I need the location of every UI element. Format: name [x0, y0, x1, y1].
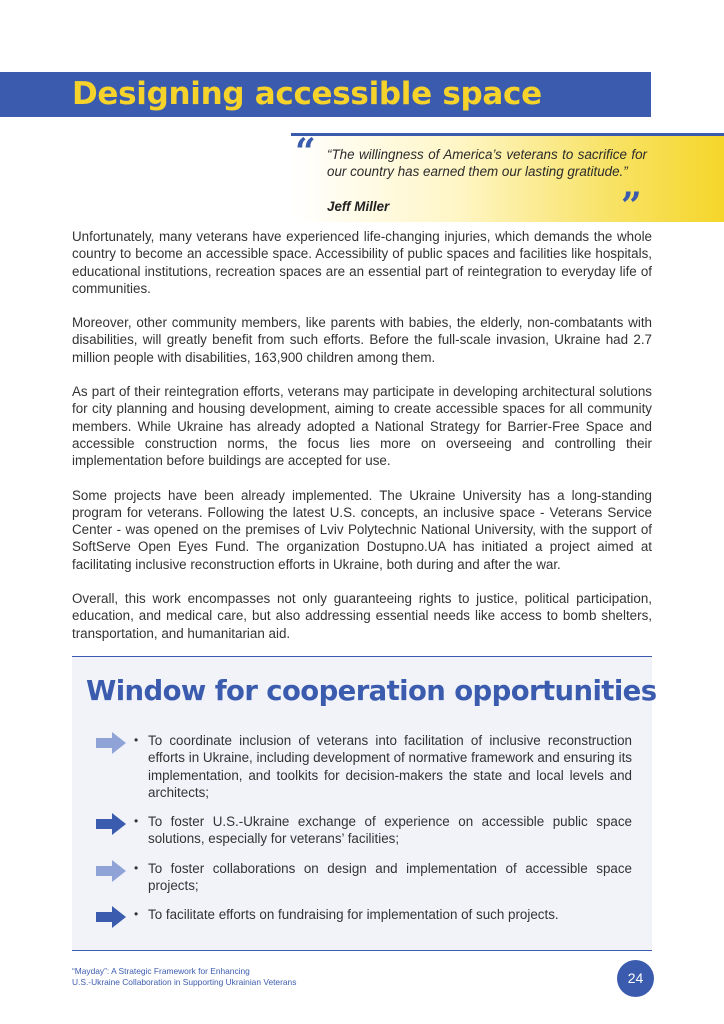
footer-caption — [72, 966, 296, 988]
open-quote-icon: “ — [295, 131, 316, 173]
cooperation-list — [96, 732, 632, 936]
page-number: 24 — [617, 960, 654, 997]
list-item-text: To coordinate inclusion of veterans into facilitation of inclusive reconstruction efforts in Ukraine, including development of normative framework and ensuring its implementation, and toolkits for decision-makers the state and local levels and architects; — [148, 733, 632, 800]
list-item — [96, 813, 632, 848]
body-text — [72, 228, 652, 659]
arrow-right-icon — [96, 906, 126, 928]
close-quote-icon: ” — [621, 185, 642, 227]
title-banner — [0, 72, 651, 117]
paragraph: Overall, this work encompasses not only guaranteeing rights to justice, political participation, education, and medical care, but also addressing essential needs like access to bomb shelters, transportation, and humanitarian aid. — [72, 591, 652, 641]
bullet-icon: • — [134, 733, 139, 747]
arrow-right-icon — [96, 813, 126, 835]
list-item-text: To facilitate efforts on fundraising for implementation of such projects. — [148, 907, 559, 923]
paragraph: As part of their reintegration efforts, veterans may participate in developing architectural solutions for city planning and housing development, aiming to create accessible spaces for all community members. While Ukraine has already adopted a National Strategy for Barrier-Free Space and accessible construction norms, the focus lies more on overseeing and controlling their implementation before buildings are accepted for use. — [72, 384, 652, 469]
footer-line: U.S.-Ukraine Collaboration in Supporting Ukrainian Veterans — [72, 977, 297, 987]
bullet-icon: • — [134, 860, 139, 875]
bullet-icon: • — [134, 814, 139, 829]
quote-author: Jeff Miller — [327, 199, 390, 214]
page-title: Designing accessible space — [72, 76, 542, 112]
bullet-icon: • — [134, 907, 139, 922]
cooperation-heading: Window for cooperation opportunities — [86, 675, 657, 707]
paragraph: Some projects have been already implemented. The Ukraine University has a long-standing program for veterans. Following the latest U.S. concepts, an inclusive space - Veterans Service Center - was opened on the premises of Lviv Polytechnic National University, with the support of SoftServe Open Eyes Fund. The organization Dostupno.UA has initiated a project aimed at facilitating inclusive reconstruction efforts in Ukraine, both during and after the war. — [72, 487, 652, 572]
paragraph: Unfortunately, many veterans have experienced life-changing injuries, which demands the whole country to become an accessible space. Accessibility of public spaces and facilities like hospitals, educational institutions, recreation spaces are an essential part of reintegration to everyday life of communities. — [72, 229, 652, 296]
list-item-text: To foster U.S.-Ukraine exchange of experience on accessible public space solutions, especially for veterans’ facilities; — [148, 814, 632, 847]
footer-line: “Mayday”: A Strategic Framework for Enhancing — [72, 966, 250, 976]
quote-text: “The willingness of America’s veterans to sacrifice for our country has earned them our lasting gratitude.” — [327, 147, 647, 179]
arrow-right-icon — [96, 732, 126, 754]
list-item — [96, 906, 632, 923]
cooperation-box — [72, 656, 657, 951]
list-item-text: To foster collaborations on design and implementation of accessible space projects; — [148, 860, 632, 894]
list-item — [96, 732, 632, 801]
paragraph: Moreover, other community members, like parents with babies, the elderly, non-combatants with disabilities, will greatly benefit from such efforts. Before the full-scale invasion, Ukraine had 2.7 million people with disabilities, 163,900 children among them. — [72, 315, 652, 365]
arrow-right-icon — [96, 860, 126, 882]
list-item — [96, 860, 632, 895]
pull-quote — [291, 131, 724, 227]
